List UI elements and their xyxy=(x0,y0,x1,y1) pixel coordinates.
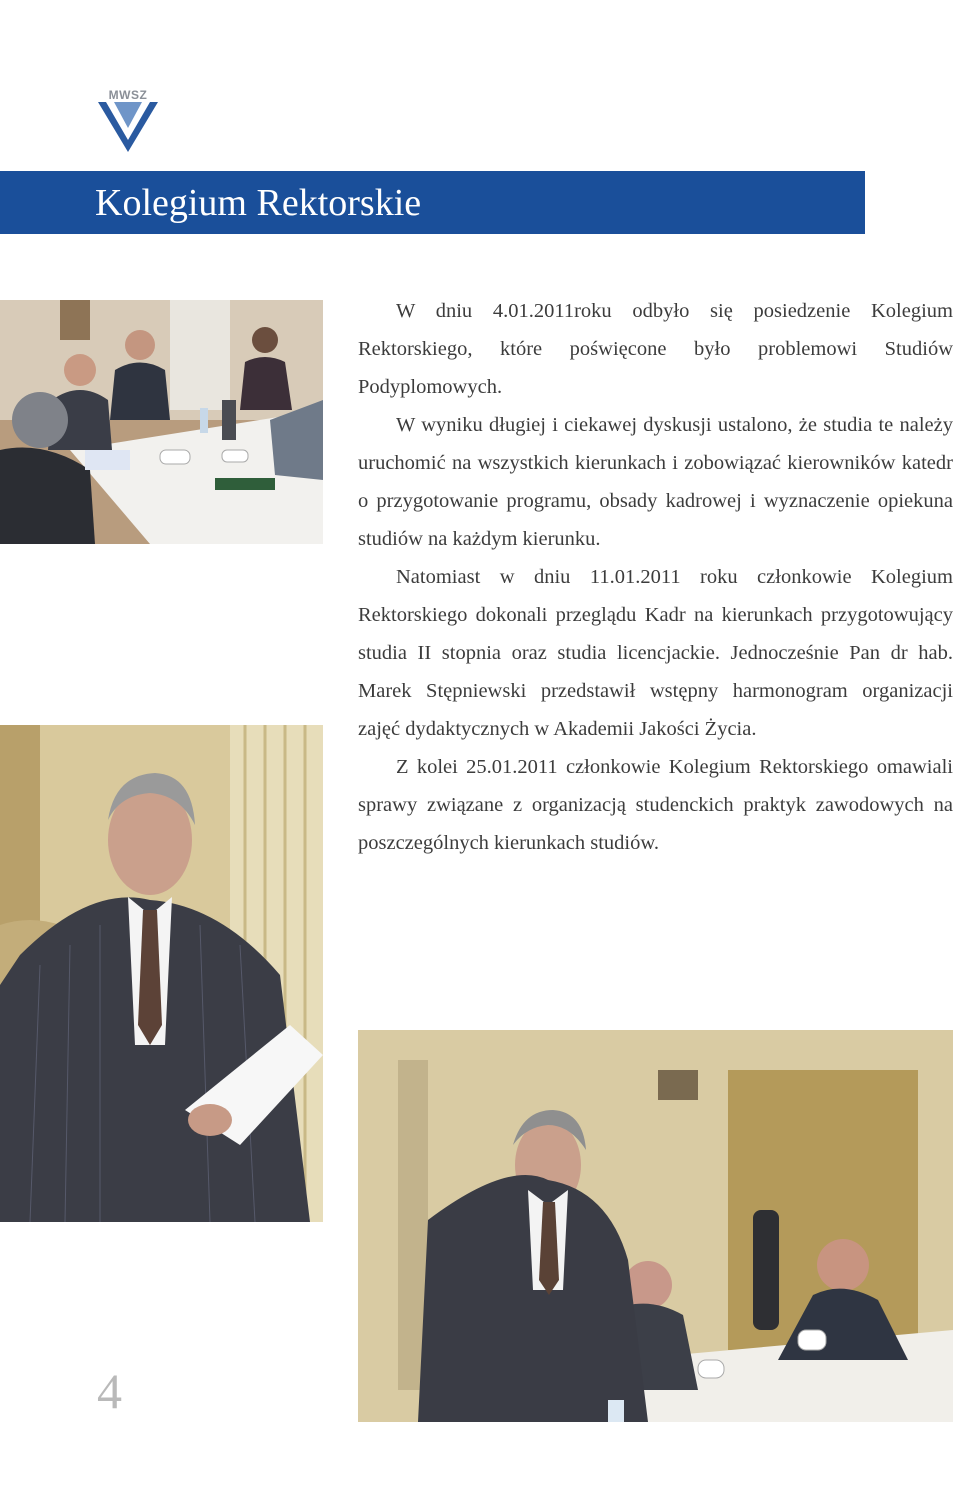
logo-text: MWSZ xyxy=(108,88,148,102)
meeting-table-photo xyxy=(0,300,323,544)
title-bar xyxy=(0,171,865,234)
page-title: Kolegium Rektorskie xyxy=(95,182,422,224)
paragraph: W dniu 4.01.2011roku odbyło się posiedzenie Kolegium Rektorskiego, które poświęcone było problemowi Studiów Podyplomowych. xyxy=(358,300,953,398)
mwsz-logo xyxy=(96,88,160,154)
paragraph: Natomiast w dniu 11.01.2011 roku członkowie Kolegium Rektorskiego dokonali przeglądu Kadr na kierunkach przygotowujący studia II stopnia oraz studia licencjackie. Jednocześnie Pan dr hab. Marek Stępniewski przedstawił wstępny harmonogram organizacji zajęć dydaktycznych w Akademii Jakości Życia. xyxy=(358,566,953,740)
page-number: 4 xyxy=(97,1363,122,1419)
mwsz-logo-icon xyxy=(96,100,160,154)
meeting-photo xyxy=(358,1030,953,1422)
article-text xyxy=(358,292,953,862)
paragraph: Z kolei 25.01.2011 członkowie Kolegium Rektorskiego omawiali sprawy związane z organizacją studenckich praktyk zawodowych na poszczególnych kierunkach studiów. xyxy=(358,756,953,854)
paragraph: W wyniku długiej i ciekawej dyskusji ustalono, że studia te należy uruchomić na wszystkich kierunkach i zobowiązać kierowników katedr o przygotowanie programu, obsady kadrowej i wyznaczenie opiekuna studiów na każdym kierunku. xyxy=(358,414,953,550)
speaker-photo xyxy=(0,725,323,1222)
